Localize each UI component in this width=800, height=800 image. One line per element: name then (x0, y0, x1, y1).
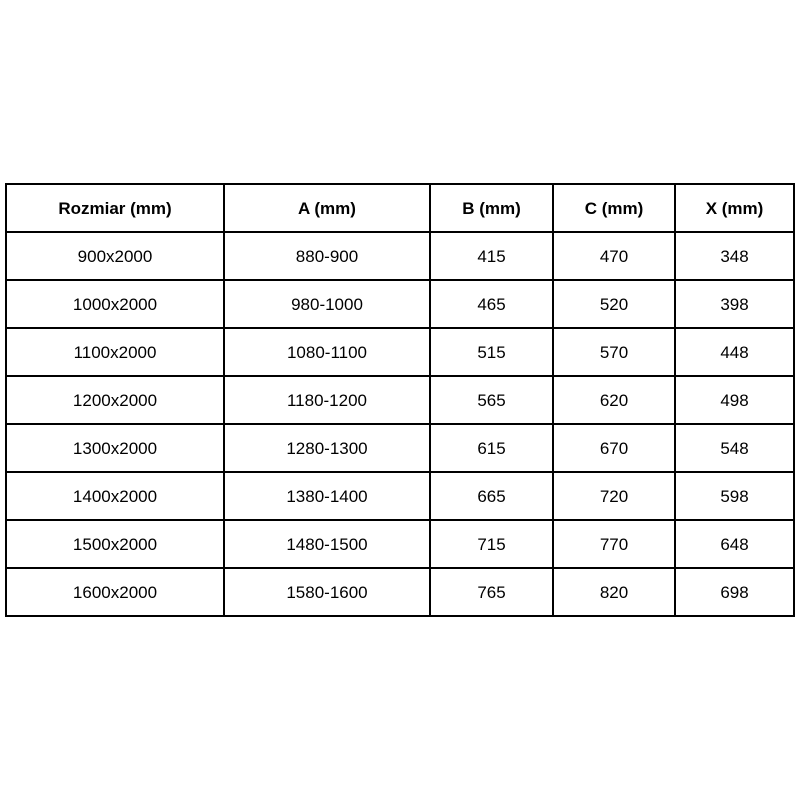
dimensions-table (5, 183, 795, 617)
table-row (6, 568, 794, 616)
table-row (6, 424, 794, 472)
cell-a: 1080-1100 (224, 328, 430, 376)
table-row (6, 376, 794, 424)
cell-rozmiar: 1500x2000 (6, 520, 224, 568)
cell-b: 715 (430, 520, 553, 568)
cell-b: 565 (430, 376, 553, 424)
cell-rozmiar: 1100x2000 (6, 328, 224, 376)
column-header-c: C (mm) (553, 184, 675, 232)
table-header-row (6, 184, 794, 232)
cell-c: 620 (553, 376, 675, 424)
cell-a: 1180-1200 (224, 376, 430, 424)
table-row (6, 520, 794, 568)
cell-c: 520 (553, 280, 675, 328)
cell-rozmiar: 900x2000 (6, 232, 224, 280)
cell-c: 770 (553, 520, 675, 568)
cell-b: 515 (430, 328, 553, 376)
cell-x: 398 (675, 280, 794, 328)
cell-a: 1580-1600 (224, 568, 430, 616)
cell-x: 348 (675, 232, 794, 280)
table-row (6, 328, 794, 376)
cell-x: 448 (675, 328, 794, 376)
column-header-x: X (mm) (675, 184, 794, 232)
column-header-a: A (mm) (224, 184, 430, 232)
table-row (6, 232, 794, 280)
cell-a: 980-1000 (224, 280, 430, 328)
cell-rozmiar: 1600x2000 (6, 568, 224, 616)
column-header-b: B (mm) (430, 184, 553, 232)
table-row (6, 472, 794, 520)
cell-a: 1280-1300 (224, 424, 430, 472)
cell-b: 765 (430, 568, 553, 616)
cell-c: 670 (553, 424, 675, 472)
cell-rozmiar: 1200x2000 (6, 376, 224, 424)
cell-c: 720 (553, 472, 675, 520)
cell-c: 820 (553, 568, 675, 616)
cell-b: 665 (430, 472, 553, 520)
table-row (6, 280, 794, 328)
cell-a: 1380-1400 (224, 472, 430, 520)
cell-a: 880-900 (224, 232, 430, 280)
cell-x: 598 (675, 472, 794, 520)
cell-x: 698 (675, 568, 794, 616)
column-header-rozmiar: Rozmiar (mm) (6, 184, 224, 232)
cell-x: 548 (675, 424, 794, 472)
cell-b: 615 (430, 424, 553, 472)
cell-b: 465 (430, 280, 553, 328)
cell-rozmiar: 1300x2000 (6, 424, 224, 472)
cell-a: 1480-1500 (224, 520, 430, 568)
cell-x: 498 (675, 376, 794, 424)
cell-rozmiar: 1000x2000 (6, 280, 224, 328)
cell-c: 570 (553, 328, 675, 376)
cell-c: 470 (553, 232, 675, 280)
cell-rozmiar: 1400x2000 (6, 472, 224, 520)
cell-b: 415 (430, 232, 553, 280)
cell-x: 648 (675, 520, 794, 568)
